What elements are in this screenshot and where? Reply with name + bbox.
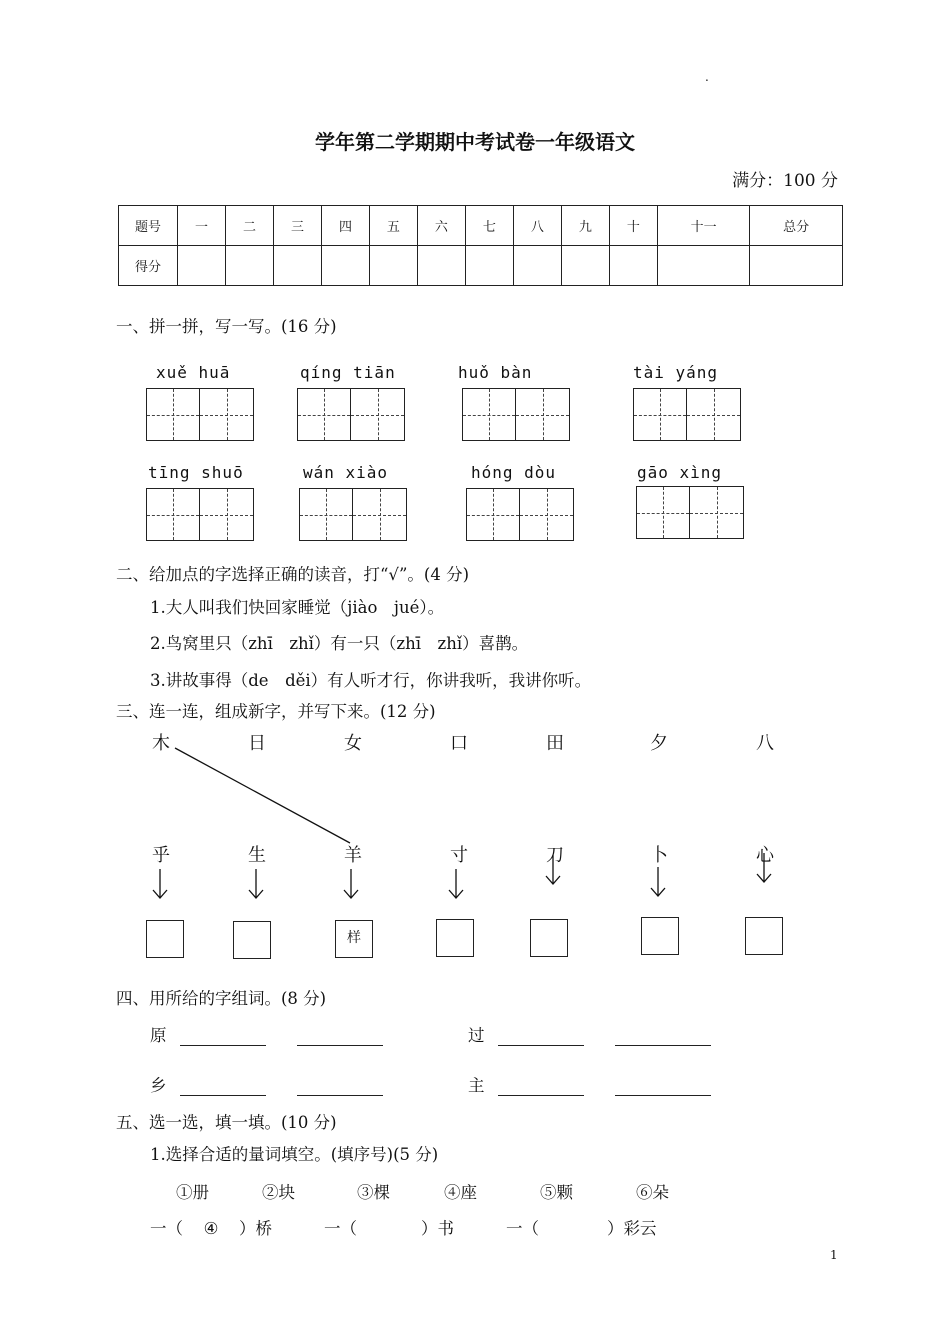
word-blank[interactable] (615, 1027, 711, 1046)
top-char[interactable]: 日 (248, 733, 266, 754)
pinyin-label: tài yáng (633, 363, 719, 382)
page-title: 学年第二学期期中考试卷一年级语文 (315, 130, 635, 154)
arrow-down-icon (754, 852, 774, 884)
answer-box[interactable] (436, 919, 474, 957)
word-blank[interactable] (297, 1027, 383, 1046)
top-char[interactable]: 田 (546, 733, 564, 754)
top-char[interactable]: 夕 (650, 733, 668, 754)
section-3-heading: 三、连一连，组成新字，并写下来。(12 分) (116, 702, 436, 721)
answer-box[interactable] (233, 921, 271, 959)
arrow-down-icon (648, 866, 668, 898)
word-row (468, 1072, 711, 1096)
bottom-char[interactable]: 心 (756, 845, 774, 866)
table-header-cell: 题号 (119, 206, 178, 246)
top-char[interactable]: 女 (344, 733, 362, 754)
question-item: 2.鸟窝里只（zhī zhǐ）有一只（zhī zhǐ）喜鹊。 (150, 634, 529, 653)
table-header-cell: 七 (465, 206, 513, 246)
page-number: 1 (830, 1248, 838, 1262)
given-char: 原 (150, 1026, 167, 1045)
question-item: 3.讲故事得（de děi）有人听才行，你讲我听，我讲你听。 (150, 671, 592, 690)
table-header-cell: 六 (417, 206, 465, 246)
table-header-cell: 二 (225, 206, 273, 246)
arrow-down-icon (150, 868, 170, 900)
word-blank[interactable] (498, 1077, 584, 1096)
table-header-cell: 四 (321, 206, 369, 246)
option: ④座 (444, 1183, 477, 1202)
pinyin-label: huǒ bàn (458, 363, 533, 382)
option: ⑤颗 (540, 1183, 573, 1202)
answer-box[interactable] (641, 917, 679, 955)
table-header-cell: 总分 (750, 206, 843, 246)
fill-prefix: 一（ (506, 1219, 539, 1238)
word-blank[interactable] (180, 1077, 266, 1096)
option: ②块 (262, 1183, 295, 1202)
table-header-cell: 一 (178, 206, 226, 246)
section-1-heading: 一、拼一拼，写一写。(16 分) (116, 317, 337, 336)
fill-suffix: ）桥 (239, 1219, 272, 1238)
bottom-char[interactable]: 卜 (650, 845, 668, 866)
fill-item (506, 1215, 657, 1239)
fill-prefix: 一（ (150, 1219, 183, 1238)
bottom-char[interactable]: 生 (248, 845, 266, 866)
arrow-down-icon (341, 868, 361, 900)
option: ①册 (176, 1183, 209, 1202)
given-char: 过 (468, 1026, 485, 1045)
top-char[interactable]: 木 (152, 733, 170, 754)
answer-box[interactable] (530, 919, 568, 957)
arrow-down-icon (446, 868, 466, 900)
answer-box[interactable] (146, 920, 184, 958)
answer-box-example[interactable]: 样 (335, 920, 373, 958)
section-4-heading: 四、用所给的字组词。(8 分) (116, 989, 327, 1008)
bottom-char[interactable]: 寸 (450, 845, 468, 866)
table-header-cell: 九 (561, 206, 609, 246)
fill-suffix: ）彩云 (607, 1219, 657, 1238)
pinyin-label: gāo xìng (637, 463, 723, 482)
word-row (468, 1022, 711, 1046)
option: ⑥朵 (636, 1183, 669, 1202)
table-header-cell: 十 (609, 206, 657, 246)
word-blank[interactable] (297, 1077, 383, 1096)
bottom-char[interactable]: 羊 (344, 845, 362, 866)
section-2-heading: 二、给加点的字选择正确的读音，打“√”。(4 分) (116, 565, 470, 584)
fill-prefix: 一（ (324, 1219, 357, 1238)
pinyin-label: qíng tiān (300, 363, 396, 382)
table-header-cell: 三 (273, 206, 321, 246)
word-blank[interactable] (498, 1027, 584, 1046)
pinyin-label: wán xiào (303, 463, 389, 482)
given-char: 乡 (150, 1076, 167, 1095)
table-row-label: 得分 (119, 246, 178, 286)
answer-box[interactable] (745, 917, 783, 955)
option: ③棵 (357, 1183, 390, 1202)
header-dot: . (705, 70, 709, 84)
table-header-cell: 五 (369, 206, 417, 246)
word-blank[interactable] (615, 1077, 711, 1096)
fill-item (150, 1215, 272, 1239)
word-row (150, 1022, 383, 1046)
given-char: 主 (468, 1076, 485, 1095)
question-item: 1.大人叫我们快回家睡觉（jiào jué）。 (150, 598, 445, 617)
word-row (150, 1072, 383, 1096)
pinyin-label: xuě huā (156, 363, 231, 382)
top-char[interactable]: 口 (450, 733, 468, 754)
sub-question: 1.选择合适的量词填空。(填序号)(5 分) (150, 1145, 439, 1164)
table-header-cell: 八 (513, 206, 561, 246)
bottom-char[interactable]: 刀 (546, 845, 564, 866)
top-char[interactable]: 八 (756, 733, 774, 754)
table-header-cell: 十一 (657, 206, 750, 246)
arrow-down-icon (246, 868, 266, 900)
section-5-heading: 五、选一选，填一填。(10 分) (116, 1113, 337, 1132)
pinyin-label: tīng shuō (148, 463, 244, 482)
full-score: 满分：100 分 (732, 171, 838, 191)
fill-answer[interactable]: ④ (203, 1219, 219, 1238)
bottom-char[interactable]: 乎 (152, 845, 170, 866)
word-blank[interactable] (180, 1027, 266, 1046)
fill-suffix: ）书 (421, 1219, 454, 1238)
arrow-down-icon (543, 854, 563, 886)
fill-item (324, 1215, 454, 1239)
pinyin-label: hóng dòu (471, 463, 557, 482)
